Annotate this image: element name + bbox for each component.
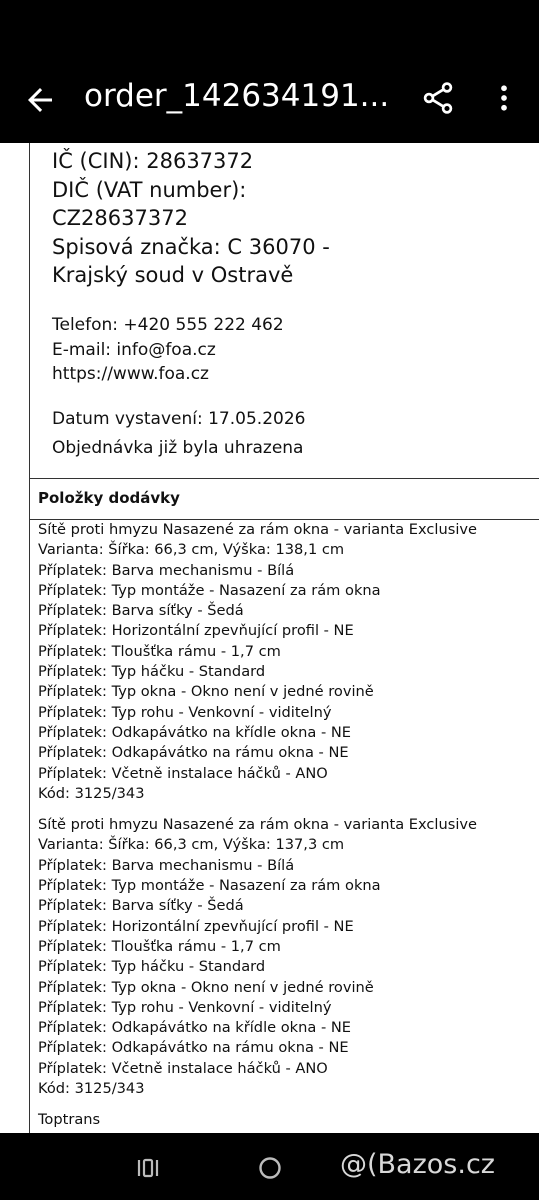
item-line: Sítě proti hmyzu Nasazené za rám okna - varianta Exclusive [38, 521, 477, 538]
item-line: Příplatek: Typ rohu - Venkovní - viditelný [38, 998, 332, 1016]
home-button[interactable] [257, 1155, 283, 1181]
invoice-page [29, 143, 539, 1133]
item-code: Kód: 3125/343 [38, 784, 145, 802]
item-line: Příplatek: Barva mechanismu - Bílá [38, 856, 295, 874]
payment-status: Objednávka již byla uhrazena [52, 437, 304, 458]
share-icon [420, 80, 456, 116]
item-line: Příplatek: Typ montáže - Nasazení za rám okna [38, 581, 381, 599]
item-line: Sítě proti hmyzu Nasazené za rám okna - varianta Exclusive [38, 816, 477, 834]
home-icon [257, 1155, 283, 1181]
company-line: DIČ (VAT number): [52, 177, 247, 202]
share-button[interactable] [420, 80, 456, 116]
more-vert-icon [486, 80, 522, 116]
company-line: IČ (CIN): 28637372 [52, 149, 254, 173]
website-text: https://www.foa.cz [52, 364, 209, 384]
item-line: Příplatek: Typ háčku - Standard [38, 663, 266, 681]
navigation-bar [0, 1133, 539, 1200]
company-info [52, 147, 522, 290]
item-line: Příplatek: Horizontální zpevňující profil - NE [38, 622, 354, 640]
list-item [38, 520, 538, 804]
document-viewer[interactable] [0, 143, 539, 1133]
item-line: Příplatek: Odkapávátko na rámu okna - NE [38, 744, 349, 762]
shipping-method: Toptrans [38, 1111, 101, 1129]
item-line: Příplatek: Typ okna - Okno není v jedné rovině [38, 978, 374, 996]
document-title: order_142634191... [84, 78, 390, 114]
item-line: Příplatek: Barva síťky - Šedá [38, 897, 244, 915]
issue-date: Datum vystavení: 17.05.2026 [52, 409, 306, 429]
item-line: Příplatek: Typ rohu - Venkovní - viditelný [38, 703, 332, 721]
item-line: Příplatek: Typ montáže - Nasazení za rám okna [38, 877, 381, 895]
recents-button[interactable] [136, 1157, 160, 1179]
order-status [52, 405, 305, 462]
arrow-back-icon [22, 82, 58, 118]
email-text: E-mail: info@foa.cz [52, 339, 216, 360]
item-line: Příplatek: Včetně instalace háčků - ANO [38, 764, 328, 782]
contact-info [52, 313, 284, 387]
more-options-button[interactable] [486, 80, 522, 116]
delivery-items [38, 520, 538, 1131]
item-code: Kód: 3125/343 [38, 1080, 145, 1098]
back-button[interactable] [22, 82, 58, 118]
item-line: Příplatek: Typ okna - Okno není v jedné rovině [38, 683, 374, 701]
recents-icon [136, 1157, 160, 1179]
list-item [38, 815, 538, 1099]
item-line: Varianta: Šířka: 66,3 cm, Výška: 138,1 cm [38, 541, 345, 559]
item-line: Varianta: Šířka: 66,3 cm, Výška: 137,3 cm [38, 836, 345, 854]
item-line: Příplatek: Odkapávátko na rámu okna - NE [38, 1039, 349, 1057]
item-line: Příplatek: Tloušťka rámu - 1,7 cm [38, 937, 281, 955]
item-line: Příplatek: Barva síťky - Šedá [38, 602, 244, 620]
company-line: CZ28637372 [52, 206, 188, 230]
section-title: Položky dodávky [38, 489, 180, 507]
item-line: Příplatek: Odkapávátko na křídle okna - NE [38, 723, 351, 741]
phone-text: Telefon: +420 555 222 462 [52, 315, 284, 335]
app-bar [0, 60, 539, 143]
item-line: Příplatek: Barva mechanismu - Bílá [38, 561, 295, 579]
company-line: Spisová značka: C 36070 - [52, 234, 330, 259]
section-header [30, 478, 539, 520]
company-line: Krajský soud v Ostravě [52, 263, 294, 287]
status-bar [0, 0, 539, 60]
item-line: Příplatek: Tloušťka rámu - 1,7 cm [38, 642, 281, 660]
item-line: Příplatek: Odkapávátko na křídle okna - NE [38, 1019, 351, 1037]
watermark: @(Bazos.cz [340, 1149, 495, 1180]
item-line: Příplatek: Horizontální zpevňující profil - NE [38, 917, 354, 935]
item-line: Příplatek: Typ háčku - Standard [38, 958, 266, 976]
item-line: Příplatek: Včetně instalace háčků - ANO [38, 1059, 328, 1077]
